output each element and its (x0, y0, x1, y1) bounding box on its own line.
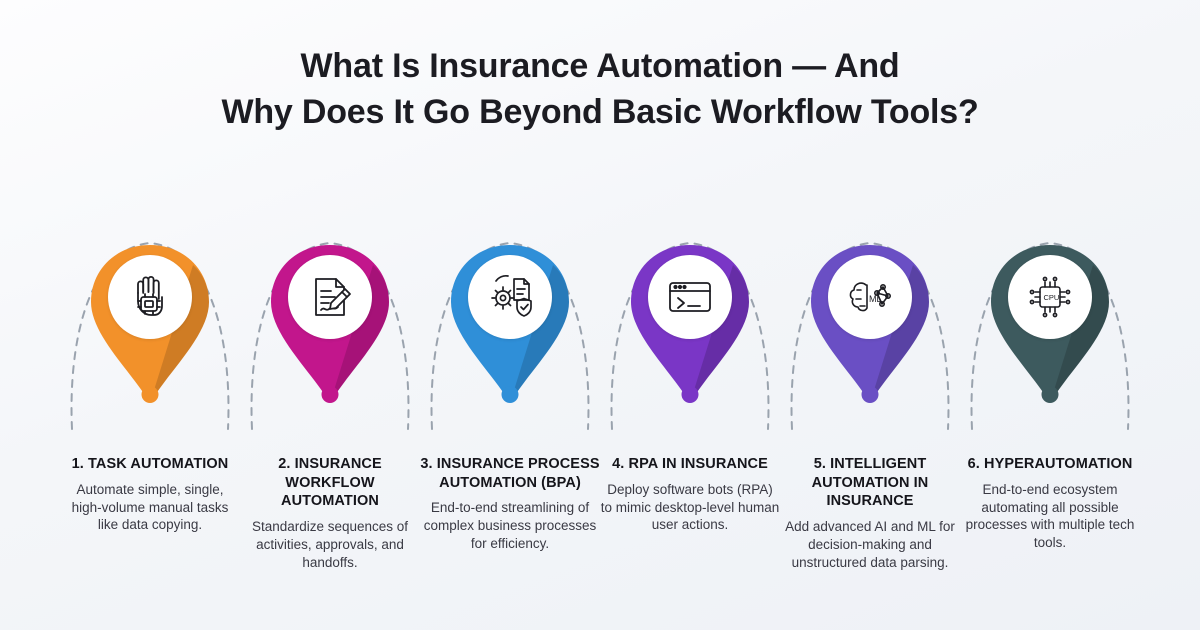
pin-icon-circle-2 (288, 255, 372, 339)
step-description-6: End-to-end ecosystem automating all possible processes with multiple tech tools. (965, 481, 1135, 551)
step-description-4: Deploy software bots (RPA) to mimic desktop-level human user actions. (600, 481, 780, 533)
step-title-5: 5. INTELLIGENT AUTOMATION IN INSURANCE (811, 456, 929, 510)
map-pin-3[interactable] (447, 243, 573, 411)
step-description-5: Add advanced AI and ML for decision-making and unstructured data parsing. (785, 518, 955, 570)
brain-ml-network-icon (844, 271, 896, 323)
pins-row (60, 215, 1140, 455)
pin-icon-circle-5 (828, 255, 912, 339)
map-pin-2[interactable] (267, 243, 393, 411)
pin-column-6 (960, 215, 1140, 455)
robotic-hand-chip-icon (124, 271, 176, 323)
step-description-2: Standardize sequences of activities, approvals, and handoffs. (251, 518, 409, 570)
step-title-3: 3. INSURANCE PROCESS AUTOMATION (BPA) (420, 456, 600, 491)
page-title (0, 44, 1200, 136)
step-title-6: 6. HYPERAUTOMATION (967, 456, 1133, 472)
step-card-4 (600, 455, 780, 534)
svg-text:CPU: CPU (1043, 293, 1060, 302)
pin-dot-4 (682, 386, 699, 403)
step-card-5 (780, 455, 960, 572)
pin-dot-2 (322, 386, 339, 403)
map-pin-5[interactable] (807, 243, 933, 411)
title-line-1: What Is Insurance Automation — And (300, 47, 900, 85)
pin-column-1 (60, 215, 240, 455)
pin-column-3 (420, 215, 600, 455)
step-description-1: Automate simple, single, high-volume manual tasks like data copying. (71, 481, 229, 533)
pin-icon-circle-6 (1008, 255, 1092, 339)
signed-document-pen-icon (304, 271, 356, 323)
step-card-2 (240, 455, 420, 572)
svg-text:ML: ML (869, 294, 882, 304)
pin-dot-5 (862, 386, 879, 403)
pin-icon-circle-1 (108, 255, 192, 339)
step-title-2: 2. INSURANCE WORKFLOW AUTOMATION (278, 456, 382, 510)
pin-column-2 (240, 215, 420, 455)
step-title-1: 1. TASK AUTOMATION (71, 456, 229, 472)
pin-dot-3 (502, 386, 519, 403)
terminal-window-icon (664, 271, 716, 323)
step-card-3 (420, 455, 600, 553)
pin-icon-circle-4 (648, 255, 732, 339)
step-card-1 (60, 455, 240, 534)
map-pin-4[interactable] (627, 243, 753, 411)
step-card-6 (960, 455, 1140, 552)
step-title-4: 4. RPA IN INSURANCE (612, 456, 768, 472)
pin-dot-6 (1042, 386, 1059, 403)
pin-column-5 (780, 215, 960, 455)
step-cards-row (60, 455, 1140, 615)
pin-column-4 (600, 215, 780, 455)
cpu-chip-icon (1024, 271, 1076, 323)
map-pin-6[interactable] (987, 243, 1113, 411)
map-pin-1[interactable] (87, 243, 213, 411)
pin-icon-circle-3 (468, 255, 552, 339)
step-description-3: End-to-end streamlining of complex business processes for efficiency. (423, 500, 597, 551)
gear-document-shield-icon (484, 271, 536, 323)
title-line-2: Why Does It Go Beyond Basic Workflow Tools? (221, 92, 979, 131)
pin-dot-1 (142, 386, 159, 403)
